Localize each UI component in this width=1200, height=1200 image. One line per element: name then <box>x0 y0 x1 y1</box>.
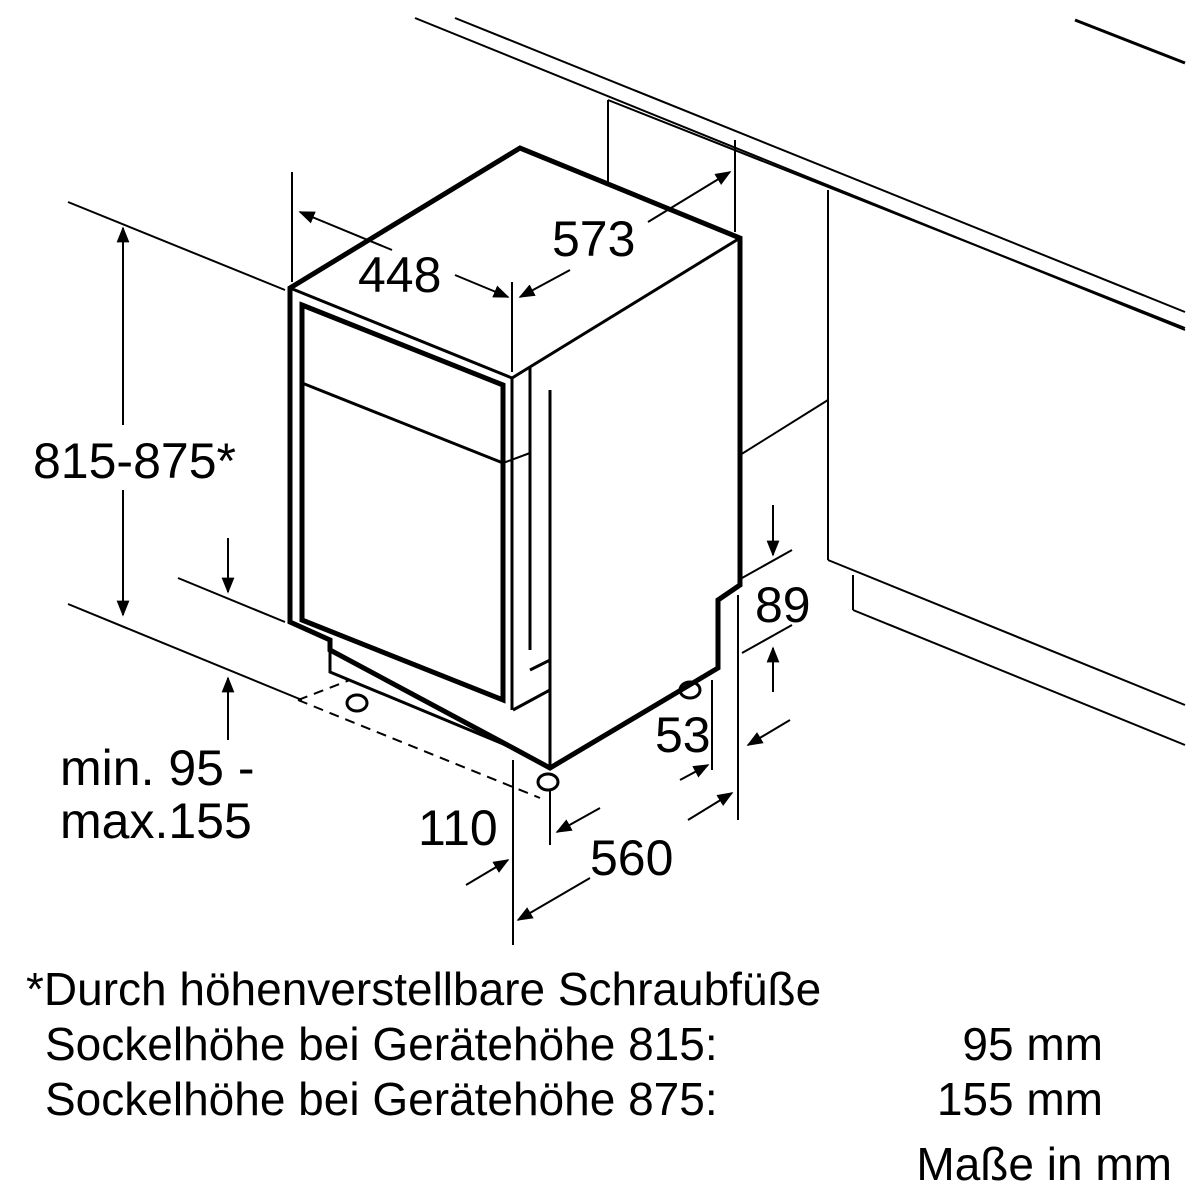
neighbour-cabinet-outline <box>740 190 1185 745</box>
note-footnote: *Durch höhenverstellbare Schraubfüße <box>26 963 822 1015</box>
worktop-outline <box>415 18 1185 330</box>
note-plinth-815-value: 95 mm <box>962 1018 1103 1070</box>
dim-offset-label: 110 <box>418 800 498 856</box>
note-plinth-815-label: Sockelhöhe bei Gerätehöhe 815: <box>45 1018 718 1070</box>
note-units: Maße in mm <box>916 1138 1172 1190</box>
dim-plinth-min-label: min. 95 - <box>60 740 255 796</box>
dim-plinth-max-label: max.155 <box>60 793 252 849</box>
note-plinth-875-value: 155 mm <box>936 1073 1103 1125</box>
dim-89-label: 89 <box>755 577 811 633</box>
dim-width-label: 448 <box>358 247 442 303</box>
dim-depth-label: 573 <box>552 211 636 267</box>
dim-height-label: 815-875* <box>33 433 236 489</box>
dim-53-label: 53 <box>655 707 711 763</box>
note-plinth-875-label: Sockelhöhe bei Gerätehöhe 875: <box>45 1073 718 1125</box>
dim-depth-bottom-label: 560 <box>590 830 674 886</box>
